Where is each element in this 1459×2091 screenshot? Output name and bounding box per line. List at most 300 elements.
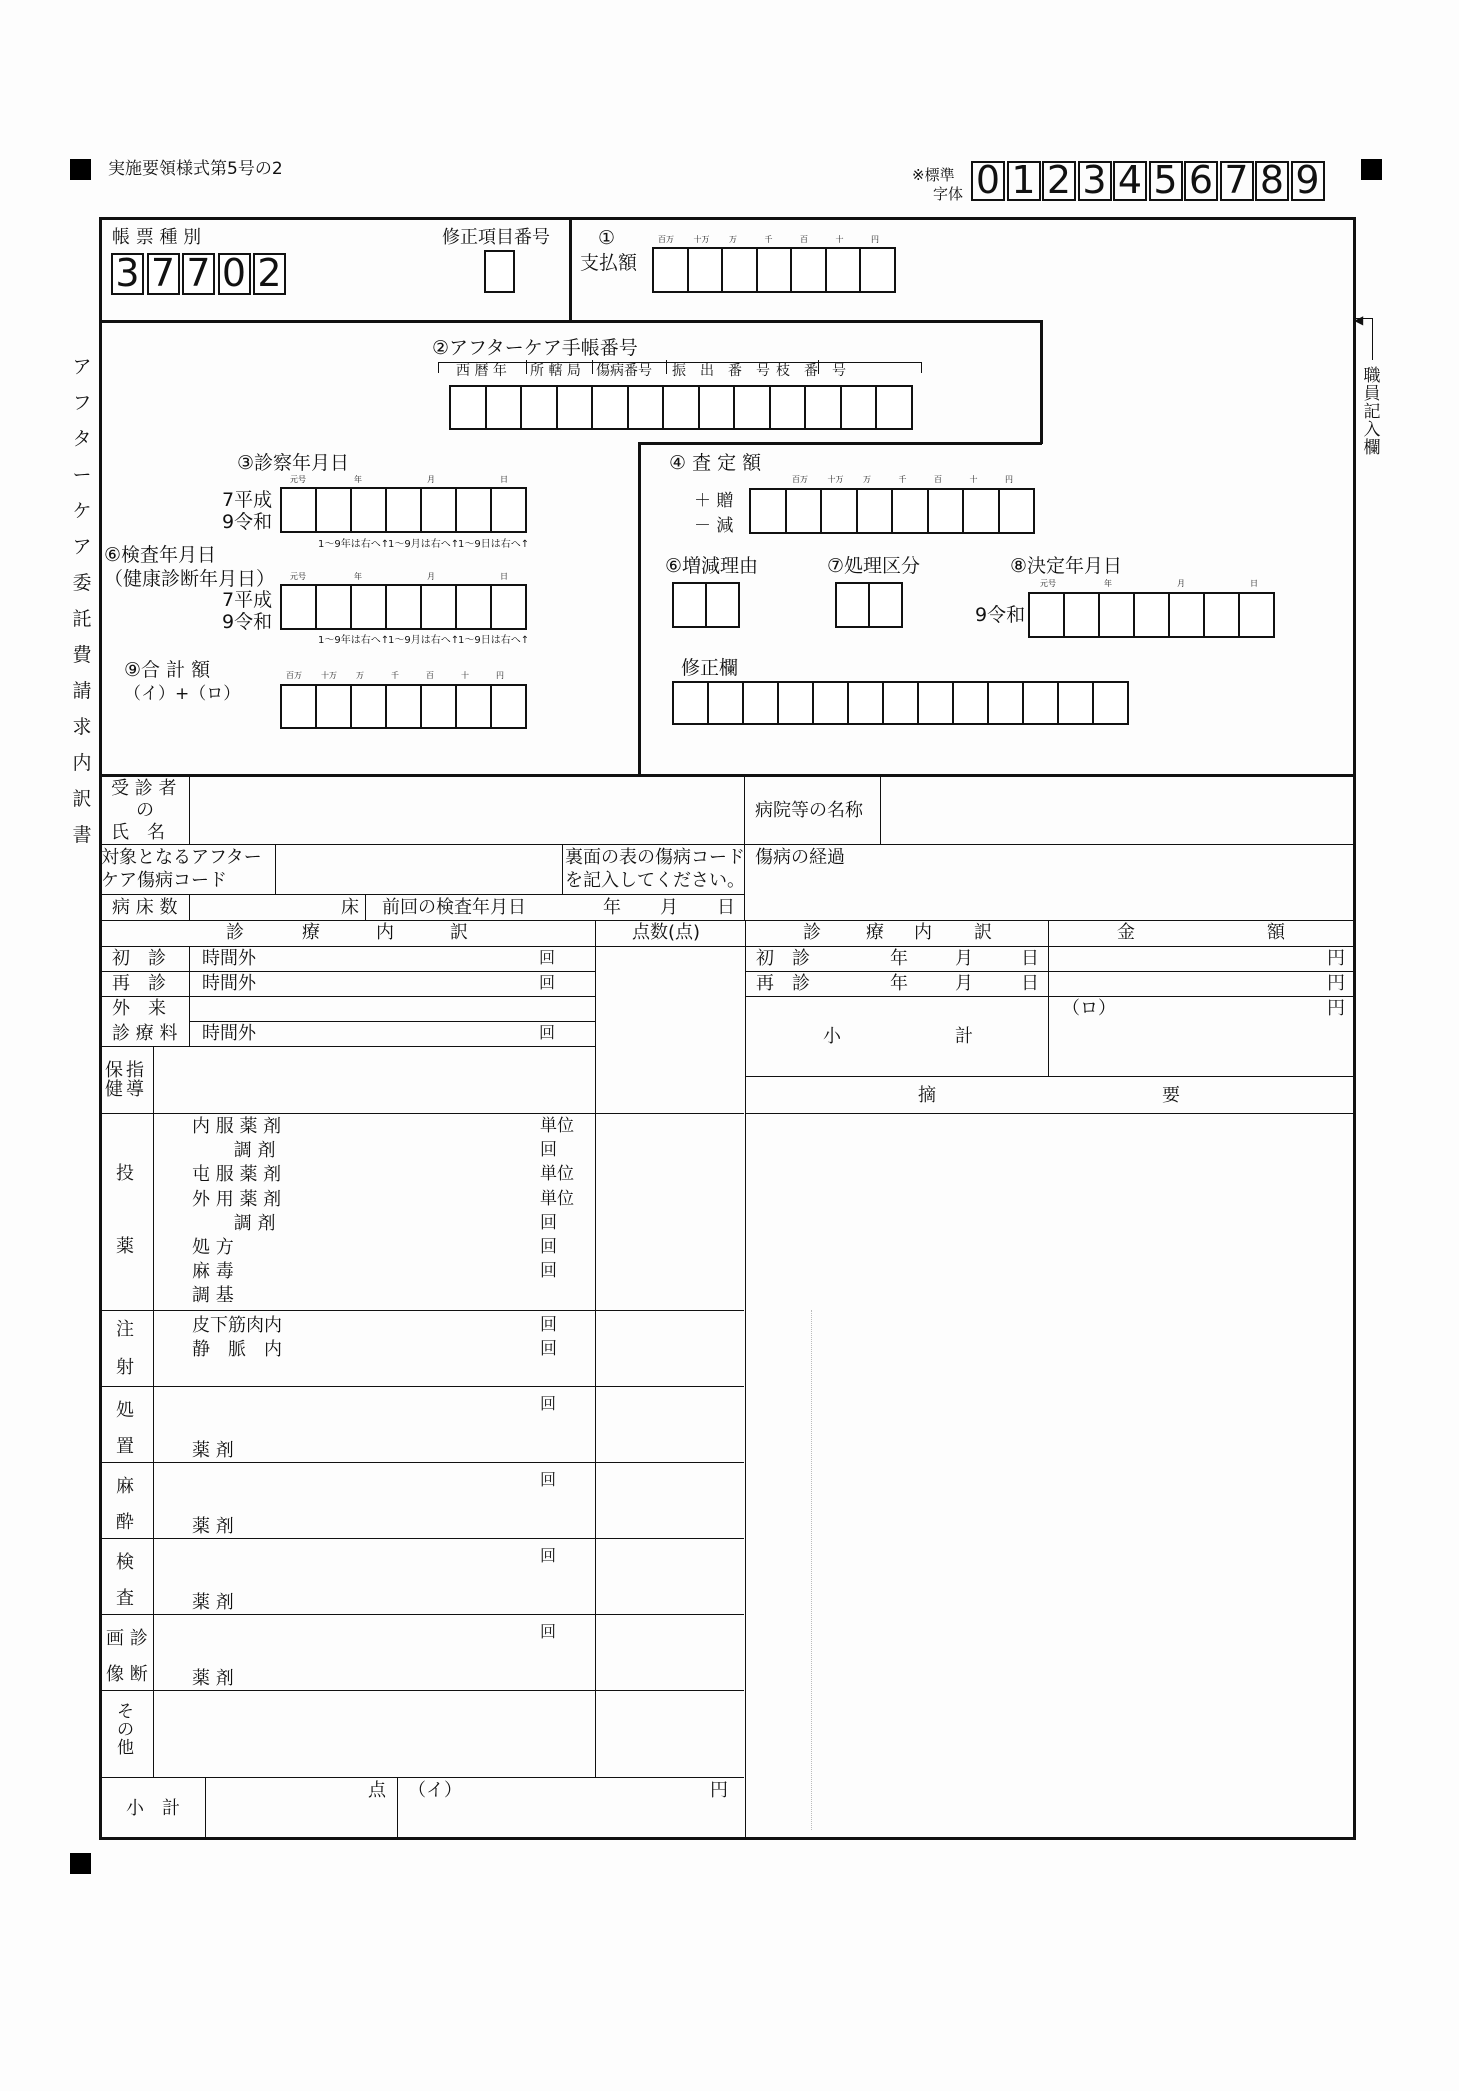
correction-number-box[interactable]	[484, 250, 515, 293]
progress-label: 傷病の経過	[755, 847, 845, 868]
total-amount-box[interactable]	[315, 684, 352, 729]
exam-date-box[interactable]	[315, 487, 352, 533]
divider	[99, 1690, 744, 1691]
times-unit: 回	[539, 973, 556, 992]
assessed-amount-box[interactable]	[998, 488, 1036, 534]
detail-header: 内	[376, 922, 394, 943]
side-title-char: 請	[72, 680, 92, 702]
unit-caption: 月	[427, 572, 435, 581]
detail-header: 診	[803, 922, 821, 943]
unit-caption: 千	[898, 475, 907, 484]
correction-box[interactable]	[1092, 681, 1129, 725]
drug-label: 薬 剤	[192, 1668, 234, 1689]
unit-caption: 万	[729, 235, 737, 244]
standard-digit: 1	[1007, 161, 1041, 201]
correction-box[interactable]	[812, 681, 849, 725]
revisit-label: 再 診	[112, 973, 166, 994]
detail-header: 療	[302, 922, 320, 943]
points-unit: 点	[368, 1780, 386, 1801]
ymd-year: 年	[603, 897, 621, 918]
separator	[818, 360, 819, 374]
process-label: ⑦処理区分	[827, 555, 921, 577]
medication-item-unit: 回	[540, 1212, 557, 1233]
standard-digit: 7	[1220, 161, 1254, 201]
divider	[745, 996, 1356, 997]
payment-digit-box[interactable]	[721, 247, 758, 293]
unit-caption: 万	[356, 671, 364, 680]
divider	[1040, 320, 1043, 444]
side-title-char: 費	[72, 644, 92, 666]
payment-digit-box[interactable]	[859, 247, 896, 293]
patient-name-field[interactable]	[192, 778, 740, 842]
yen-unit: 円	[1327, 998, 1345, 1019]
check-date-box[interactable]	[420, 584, 457, 630]
divider	[562, 845, 563, 895]
detail-header: 内	[914, 922, 932, 943]
times-unit: 回	[540, 1470, 557, 1489]
total-amount-box[interactable]	[280, 684, 317, 729]
era-reiwa: 9令和	[975, 604, 1026, 626]
aftercare-digit-box[interactable]	[804, 385, 842, 430]
after-hours-label: 時間外	[202, 973, 256, 994]
guidance-label: 健	[105, 1079, 123, 1100]
medication-item-name: 内 服 薬 剤	[192, 1116, 282, 1137]
aftercare-sub-label: 西 暦 年	[456, 363, 507, 379]
exam-date-box[interactable]	[350, 487, 387, 533]
target-code-label: ケア傷病コード	[101, 870, 227, 891]
reason-box[interactable]	[705, 582, 740, 628]
first-visit-label: 初 診	[112, 948, 166, 969]
registration-mark	[70, 159, 91, 180]
assessed-amount-box[interactable]	[891, 488, 929, 534]
divider	[99, 1113, 744, 1114]
assessed-label: ④ 査 定 額	[669, 452, 762, 474]
aftercare-digit-box[interactable]	[698, 385, 736, 430]
exam-date-box[interactable]	[385, 487, 422, 533]
payment-digit-box[interactable]	[790, 247, 827, 293]
medication-item-unit: 単位	[540, 1116, 574, 1136]
separator	[592, 360, 593, 374]
correction-box[interactable]	[777, 681, 814, 725]
divider	[99, 920, 1356, 921]
times-unit: 回	[540, 1394, 557, 1413]
aftercare-digit-box[interactable]	[449, 385, 487, 430]
medication-item-unit: 回	[540, 1261, 557, 1282]
check-date-box[interactable]	[385, 584, 422, 630]
correction-box[interactable]	[672, 681, 709, 725]
aftercare-digit-box[interactable]	[591, 385, 629, 430]
medication-item-name: 調 基	[192, 1285, 234, 1307]
decision-date-box[interactable]	[1028, 592, 1065, 638]
check-date-sublabel: （健康診断年月日）	[104, 568, 276, 590]
outpatient-label: 外 来	[112, 998, 166, 1019]
side-title-char: 求	[72, 716, 92, 738]
payment-digit-box[interactable]	[756, 247, 793, 293]
side-title-char: 委	[72, 572, 92, 594]
divider	[99, 1046, 596, 1047]
unit-caption: 百万	[286, 671, 302, 680]
era-reiwa: 9令和	[222, 511, 273, 533]
divider	[1048, 921, 1049, 1076]
unit-caption: 年	[354, 572, 362, 581]
unit-caption: 十万	[321, 671, 337, 680]
assessed-amount-box[interactable]	[856, 488, 894, 534]
times-unit: 回	[539, 1023, 556, 1042]
subtotal-label: 計	[955, 1026, 973, 1047]
standard-digit: 5	[1149, 161, 1183, 201]
standard-digit: 2	[1042, 161, 1076, 201]
divider	[365, 895, 366, 921]
decision-date-box[interactable]	[1063, 592, 1100, 638]
yen-unit: 円	[710, 1780, 728, 1801]
ymd-month: 月	[955, 948, 973, 969]
aftercare-sub-label: 所 轄 局	[530, 363, 581, 379]
unit-caption: 千	[391, 671, 399, 680]
hospital-name-label: 病院等の名称	[755, 800, 863, 821]
form-type-digit: 7	[182, 253, 215, 295]
era-reiwa: 9令和	[222, 611, 273, 633]
summary-header: 摘	[918, 1085, 936, 1106]
bed-unit: 床	[341, 897, 359, 918]
side-title-char: タ	[72, 428, 92, 450]
medication-item-name: 外 用 薬 剤	[192, 1188, 282, 1210]
process-box[interactable]	[868, 582, 903, 628]
first-visit-label: 初 診	[756, 948, 810, 969]
decision-date-box[interactable]	[1133, 592, 1170, 638]
subtotal-label: 小	[823, 1026, 841, 1047]
check-date-box[interactable]	[490, 584, 527, 630]
standard-digit: 3	[1078, 161, 1112, 201]
staff-column-char: 員	[1363, 384, 1381, 404]
standard-font-label: ※標準	[912, 166, 955, 184]
staff-column-label	[1361, 368, 1383, 458]
guidance-label: 保	[105, 1060, 123, 1081]
side-title	[71, 358, 93, 862]
form-type-digit: 3	[111, 253, 144, 295]
side-title-char: 託	[72, 608, 92, 630]
form-type-digit: 0	[218, 253, 251, 295]
payment-digit-box[interactable]	[687, 247, 724, 293]
medication-item-name: 調 剤	[192, 1140, 276, 1162]
check-date-box[interactable]	[455, 584, 492, 630]
aftercare-digit-box[interactable]	[733, 385, 771, 430]
guidance-label: 導	[126, 1079, 144, 1100]
aftercare-digit-box[interactable]	[840, 385, 878, 430]
exam-date-box[interactable]	[280, 487, 317, 533]
divider	[99, 1386, 744, 1387]
correction-box[interactable]	[1057, 681, 1094, 725]
divider	[745, 971, 1356, 972]
era-heisei: 7平成	[222, 589, 273, 611]
unit-caption: 日	[500, 572, 508, 581]
unit-caption: 元号	[290, 475, 306, 484]
medication-item-name: 麻 毒	[192, 1261, 234, 1283]
check-date-label: ⑥検査年月日	[104, 544, 217, 566]
aftercare-notebook-label: ②アフターケア手帳番号	[432, 337, 638, 359]
unit-caption: 日	[1250, 579, 1258, 588]
injection-item-name: 静 脈 内	[192, 1339, 282, 1360]
divider	[397, 1778, 398, 1839]
side-title-char: ケ	[72, 500, 92, 522]
payment-digit-box[interactable]	[652, 247, 689, 293]
separator	[666, 360, 667, 374]
divider	[99, 1777, 744, 1778]
reason-box[interactable]	[672, 582, 707, 628]
aftercare-digit-box[interactable]	[485, 385, 523, 430]
points-header: 点数(点)	[632, 922, 701, 943]
standard-digit: 8	[1255, 161, 1289, 201]
side-title-char: フ	[72, 392, 92, 414]
drug-label: 薬 剤	[192, 1592, 234, 1613]
divider	[639, 442, 1042, 445]
payment-digit-box[interactable]	[825, 247, 862, 293]
injection-label: 注	[116, 1319, 134, 1340]
correction-box[interactable]	[882, 681, 919, 725]
yen-unit: 円	[1327, 948, 1345, 969]
divider	[189, 775, 190, 845]
faint-guide-line	[811, 1310, 812, 1830]
unit-caption: 十	[969, 475, 978, 484]
hint-caption: 1～9年は右へ↑	[318, 539, 390, 550]
drug-label: 薬 剤	[192, 1516, 234, 1537]
form-type-digit: 7	[147, 253, 180, 295]
correction-box[interactable]	[917, 681, 954, 725]
patient-name-label: 受 診 者	[111, 778, 177, 799]
injection-item-unit: 回	[540, 1315, 557, 1335]
summary-header: 要	[1162, 1085, 1180, 1106]
side-title-char: ア	[72, 536, 92, 558]
correction-box[interactable]	[987, 681, 1024, 725]
form-type-digit: 2	[253, 253, 286, 295]
ymd-year: 年	[890, 973, 908, 994]
divider	[99, 1614, 744, 1615]
unit-caption: 円	[496, 671, 504, 680]
unit-caption: 百	[800, 235, 808, 244]
assessed-amount-box[interactable]	[820, 488, 858, 534]
standard-digit: 4	[1113, 161, 1147, 201]
correction-box[interactable]	[952, 681, 989, 725]
injection-item-name: 皮下筋肉内	[192, 1315, 282, 1336]
injection-item-unit: 回	[540, 1339, 557, 1359]
assessed-amount-box[interactable]	[749, 488, 787, 534]
divider	[153, 1047, 154, 1777]
test-label: 検	[116, 1552, 134, 1573]
divider	[638, 442, 641, 775]
yen-unit: 円	[1327, 973, 1345, 994]
ymd-month: 月	[955, 973, 973, 994]
exam-date-box[interactable]	[455, 487, 492, 533]
exam-date-box[interactable]	[420, 487, 457, 533]
target-code-label: 対象となるアフター	[101, 847, 262, 868]
unit-caption: 十	[835, 235, 844, 244]
aftercare-digit-box[interactable]	[662, 385, 700, 430]
patient-name-label: 氏 名	[111, 822, 165, 843]
unit-caption: 円	[871, 235, 879, 244]
total-amount-box[interactable]	[350, 684, 387, 729]
divider	[99, 1310, 744, 1311]
other-label: そ	[117, 1702, 134, 1722]
amount-header: 額	[1267, 922, 1285, 943]
guidance-label: 指	[126, 1060, 144, 1081]
summary-field[interactable]	[748, 1116, 1352, 1836]
aftercare-digit-box[interactable]	[627, 385, 665, 430]
decision-date-box[interactable]	[1238, 592, 1275, 638]
correction-label: 修正欄	[681, 657, 739, 679]
decision-date-label: ⑧決定年月日	[1010, 555, 1123, 577]
imaging-label: 画 診	[106, 1628, 148, 1649]
detail-header: 訳	[974, 922, 992, 943]
decision-date-box[interactable]	[1203, 592, 1240, 638]
payment-number: ①	[598, 227, 616, 249]
progress-field[interactable]	[748, 872, 1352, 916]
staff-column-line	[1372, 318, 1373, 360]
other-label: の	[117, 1720, 134, 1740]
side-title-char: ー	[72, 464, 92, 486]
side-title-char: ア	[72, 356, 92, 378]
medication-label: 薬	[116, 1236, 134, 1257]
medication-item-name: 処 方	[192, 1237, 234, 1258]
outpatient-label: 診 療 料	[112, 1023, 178, 1044]
aftercare-digit-box[interactable]	[556, 385, 594, 430]
check-date-box[interactable]	[315, 584, 352, 630]
medication-item-unit: 単位	[540, 1188, 574, 1209]
divider	[99, 946, 1356, 947]
divider	[595, 921, 596, 1777]
drug-label: 薬 剤	[192, 1440, 234, 1461]
correction-box[interactable]	[707, 681, 744, 725]
form-reference: 実施要領様式第5号の2	[108, 159, 283, 179]
divider	[189, 947, 190, 1047]
unit-caption: 元号	[1040, 579, 1056, 588]
procedure-label: 置	[116, 1436, 134, 1457]
standard-digit: 0	[971, 161, 1005, 201]
unit-caption: 百万	[792, 475, 808, 484]
aftercare-digit-box[interactable]	[769, 385, 807, 430]
check-date-box[interactable]	[350, 584, 387, 630]
payment-label: 支払額	[580, 252, 638, 274]
times-unit: 回	[540, 1546, 557, 1565]
check-date-box[interactable]	[280, 584, 317, 630]
back-code-note: を記入してください。	[565, 870, 745, 891]
divider	[745, 921, 746, 1839]
total-amount-box[interactable]	[490, 684, 527, 729]
correction-box[interactable]	[1022, 681, 1059, 725]
unit-caption: 年	[354, 475, 362, 484]
total-formula: （イ）+（ロ）	[124, 684, 241, 704]
registration-mark	[1361, 159, 1382, 180]
divider	[275, 845, 276, 895]
exam-date-box[interactable]	[490, 487, 527, 533]
decision-date-box[interactable]	[1168, 592, 1205, 638]
divider	[189, 1021, 596, 1022]
aftercare-sub-label: 振 出 番 号	[672, 363, 770, 379]
form-type-label: 帳 票 種 別	[112, 227, 202, 248]
aftercare-sub-label: 枝 番 号	[776, 363, 846, 379]
assessed-amount-box[interactable]	[927, 488, 965, 534]
divider	[745, 1076, 1356, 1077]
ymd-month: 月	[660, 897, 678, 918]
divider	[880, 775, 881, 845]
back-code-note: 裏面の表の傷病コード	[565, 847, 745, 868]
divider	[745, 1113, 1356, 1114]
anesthesia-label: 麻	[116, 1476, 134, 1497]
detail-header: 療	[866, 922, 884, 943]
total-amount-box[interactable]	[385, 684, 422, 729]
anesthesia-label: 酔	[116, 1512, 134, 1533]
assessed-amount-box[interactable]	[785, 488, 823, 534]
aftercare-digit-box[interactable]	[875, 385, 913, 430]
hint-caption: 1～9日は右へ↑	[458, 635, 530, 646]
ymd-day: 日	[1021, 948, 1039, 969]
ro-label: （ロ）	[1062, 998, 1116, 1019]
imaging-label: 像 断	[106, 1664, 148, 1685]
ymd-day: 日	[717, 897, 735, 918]
side-title-char: 書	[72, 824, 92, 846]
divider	[99, 774, 1356, 777]
correction-box[interactable]	[847, 681, 884, 725]
correction-number-label: 修正項目番号	[442, 227, 550, 248]
medication-item-unit: 回	[540, 1237, 557, 1257]
divider	[99, 996, 596, 997]
divider	[99, 320, 1042, 323]
total-amount-box[interactable]	[420, 684, 457, 729]
unit-caption: 日	[500, 475, 508, 484]
process-box[interactable]	[835, 582, 870, 628]
unit-caption: 円	[1005, 475, 1013, 484]
aftercare-sub-label: 傷病番号	[596, 363, 652, 379]
detail-header: 訳	[450, 922, 468, 943]
staff-column-char: 欄	[1363, 438, 1381, 458]
assessed-amount-box[interactable]	[962, 488, 1000, 534]
detail-header: 診	[226, 922, 244, 943]
correction-box[interactable]	[742, 681, 779, 725]
medication-label: 投	[116, 1163, 134, 1184]
side-title-char: 訳	[72, 788, 92, 810]
subtotal-label: 小 計	[126, 1798, 180, 1819]
bed-count-label: 病 床 数	[112, 897, 178, 918]
ymd-day: 日	[1021, 973, 1039, 994]
revisit-label: 再 診	[756, 973, 810, 994]
hospital-name-field[interactable]	[884, 778, 1352, 842]
after-hours-label: 時間外	[202, 948, 256, 969]
exam-date-label: ③診察年月日	[237, 452, 350, 474]
divider	[205, 1778, 206, 1839]
procedure-label: 処	[116, 1400, 134, 1421]
era-heisei: 7平成	[222, 489, 273, 511]
divider	[569, 217, 572, 321]
divider	[189, 895, 190, 921]
registration-mark	[70, 1853, 91, 1874]
unit-caption: 百	[426, 671, 434, 680]
unit-caption: 元号	[290, 572, 306, 581]
total-amount-box[interactable]	[455, 684, 492, 729]
unit-caption: 月	[427, 475, 435, 484]
assessed-minus: － 減	[694, 516, 734, 536]
subtotal-i: （イ）	[408, 1780, 462, 1801]
amount-header: 金	[1117, 922, 1135, 943]
total-label: ⑨合 計 額	[124, 659, 211, 681]
decision-date-box[interactable]	[1098, 592, 1135, 638]
after-hours-label: 時間外	[202, 1023, 256, 1044]
aftercare-digit-box[interactable]	[520, 385, 558, 430]
medication-item-name: 調 剤	[192, 1212, 276, 1234]
divider	[99, 844, 1356, 845]
target-code-field[interactable]	[278, 848, 560, 892]
unit-caption: 千	[764, 235, 773, 244]
standard-font-label: 字体	[933, 185, 964, 203]
separator	[526, 360, 527, 374]
standard-digit: 9	[1291, 161, 1325, 201]
